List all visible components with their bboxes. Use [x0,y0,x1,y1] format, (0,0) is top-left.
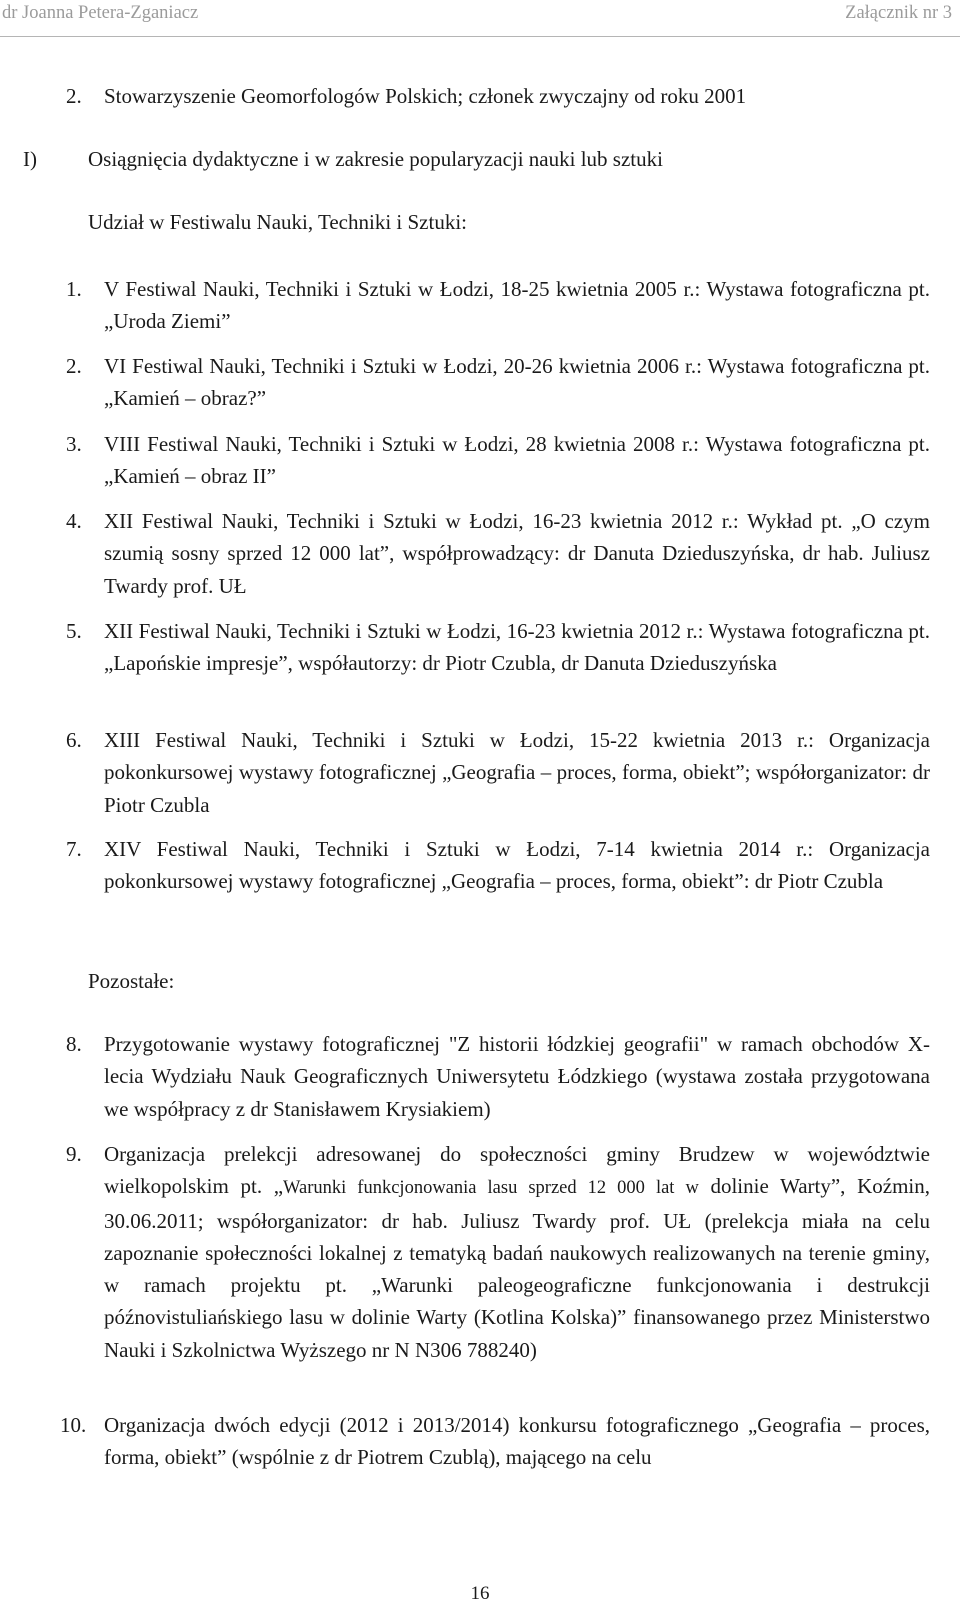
list-item: XIV Festiwal Nauki, Techniki i Sztuki w Łodzi, 7-14 kwietnia 2014 r.: Organizacja pokonkursowej wystawy fotograficznej „Geografia – proces, forma, obiekt”: dr Piotr Czubla [104,837,930,894]
list-item: XIII Festiwal Nauki, Techniki i Sztuki w Łodzi, 15-22 kwietnia 2013 r.: Organizacja pokonkursowej wystawy fotograficznej „Geografia – proces, forma, obiekt”; współorganizator: dr Piotr Czubla [104,728,930,817]
list-item: XII Festiwal Nauki, Techniki i Sztuki w Łodzi, 16-23 kwietnia 2012 r.: Wystawa fotograficzna pt. „Lapońskie impresje”, współautorzy: dr Piotr Czubla, dr Danuta Dzieduszyńska [104,619,930,676]
list-item: Przygotowanie wystawy fotograficznej "Z historii łódzkiej geografii" w ramach obchodów X-lecia Wydziału Nauk Geograficznych Uniwersytetu Łódzkiego (wystawa została przygotowana we współpracy z dr Stanisławem Krysiakiem) [104,1032,930,1121]
list-item: VI Festiwal Nauki, Techniki i Sztuki w Łodzi, 20-26 kwietnia 2006 r.: Wystawa fotograficzna pt. „Kamień – obraz?” [104,354,930,411]
header-author: dr Joanna Petera-Zganiacz [2,3,199,23]
membership-item: Stowarzyszenie Geomorfologów Polskich; członek zwyczajny od roku 2001 [104,84,747,108]
item-number: 1. [66,277,82,301]
list-item: VIII Festiwal Nauki, Techniki i Sztuki w Łodzi, 28 kwietnia 2008 r.: Wystawa fotograficzna pt. „Kamień – obraz II” [104,432,930,489]
other-heading: Pozostałe: [88,969,175,993]
item-number: 2. [66,84,82,108]
page-number: 16 [470,1583,490,1604]
item-number: 3. [66,432,82,456]
section-title: Osiągnięcia dydaktyczne i w zakresie popularyzacji nauki lub sztuki [88,147,663,171]
lecture-title: Warunki funkcjonowania lasu sprzed 12 000 lat w [283,1178,699,1199]
header-divider [0,36,960,37]
item-number: 5. [66,619,82,643]
list-item: XII Festiwal Nauki, Techniki i Sztuki w Łodzi, 16-23 kwietnia 2012 r.: Wykład pt. „O czym szumią sosny sprzed 12 000 lat”, współprowadzący: dr Danuta Dzieduszyńska, dr hab. Juliusz Twardy prof. UŁ [104,509,930,598]
item-number: 4. [66,509,82,533]
list-item [104,1138,930,1366]
list-item: V Festiwal Nauki, Techniki i Sztuki w Łodzi, 18-25 kwietnia 2005 r.: Wystawa fotograficzna pt. „Uroda Ziemi” [104,277,930,334]
item-number: 9. [66,1142,82,1166]
item-number: 7. [66,837,82,861]
item-number: 6. [66,728,82,752]
item-number: 8. [66,1032,82,1056]
header-attachment: Załącznik nr 3 [845,3,952,23]
item-text: dolinie Warty”, Koźmin, 30.06.2011; współorganizator: dr hab. Juliusz Twardy prof. UŁ (prelekcja miała na celu zapoznanie społeczności lokalnej z tematyką badań naukowych realizowanych na terenie gminy, w ramach projektu pt. „Warunki paleogeograficzne funkcjonowania i destrukcji późnovistuliańskiego lasu w dolinie Warty (Kotlina Kolska)” finansowanego przez Ministerstwo Nauki i Szkolnictwa Wyższego nr N N306 788240) [104,1174,930,1362]
section-numeral: I) [23,147,37,171]
item-number: 2. [66,354,82,378]
list-item: Organizacja dwóch edycji (2012 i 2013/2014) konkursu fotograficznego „Geografia – proces, forma, obiekt” (wspólnie z dr Piotrem Czublą), mającego na celu [104,1413,930,1470]
subheading: Udział w Festiwalu Nauki, Techniki i Sztuki: [88,210,468,234]
item-number: 10. [60,1413,87,1437]
item-text: Organizacja prelekcji adresowanej do społeczności gminy Brudzew w województwie wielkopolskim pt. „ [104,1142,930,1199]
